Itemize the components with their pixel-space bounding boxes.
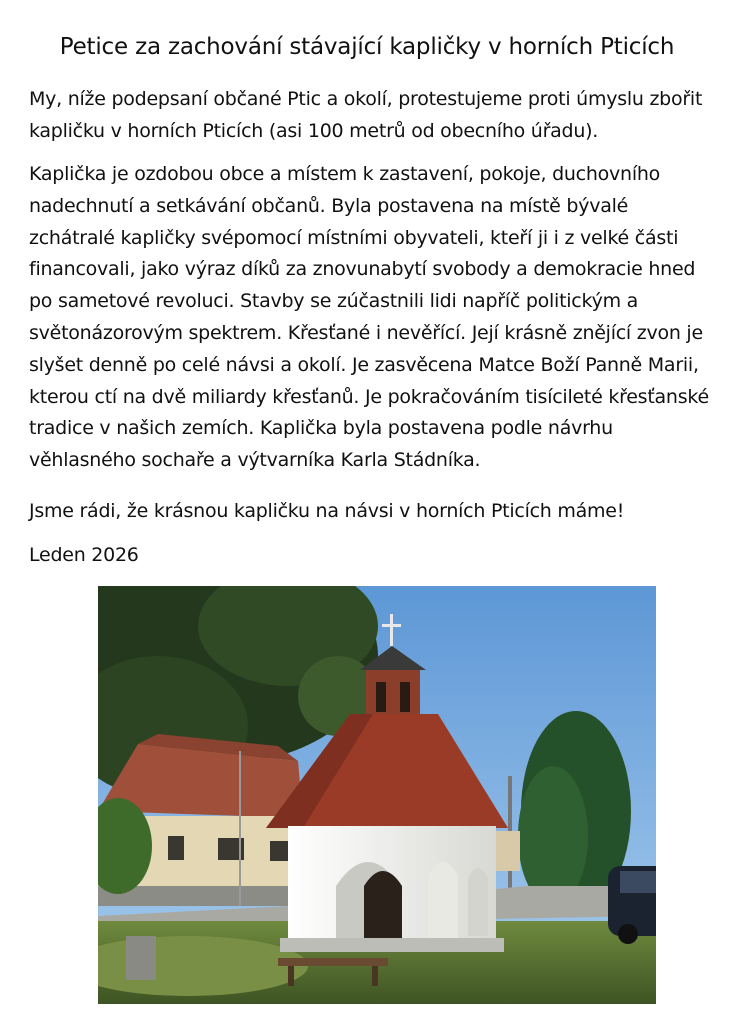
intro-paragraph: My, níže podepsaní občané Ptic a okolí, protestujeme proti úmyslu zbořit kapličku v horních Pticích (asi 100 metrů od obecního úřadu).	[29, 88, 703, 142]
petition-date: Leden 2026	[29, 544, 139, 566]
petition-title: Petice za zachování stávající kapličky v horních Pticích	[59, 34, 675, 60]
closing-paragraph: Jsme rádi, že krásnou kapličku na návsi v horních Pticích máme!	[29, 500, 625, 522]
chapel-photo	[98, 586, 656, 1004]
car	[608, 866, 656, 944]
body-paragraph: Kaplička je ozdobou obce a místem k zastavení, pokoje, duchovního nadechnutí a setkávání občanů. Byla postavena na místě bývalé zchátralé kapličky svépomocí místními obyvateli, kteří ji i z velké části financovali, jako výraz díků za znovunabytí svobody a demokracie hned po sametové revoluci. Stavby se zúčastnili lidi napříč politickým a světonázorovým spektrem. Křesťané i nevěřící. Její krásně znějící zvon je slyšet denně po celé návsi a okolí. Je zasvěcena Matce Boží Panně Marii, kterou ctí na dvě miliardy křesťanů. Je pokračováním tisícileté křesťanské tradice v našich zemích. Kaplička byla postavena podle návrhu věhlasného sochaře a výtvarníka Karla Stádníka.	[29, 163, 709, 472]
